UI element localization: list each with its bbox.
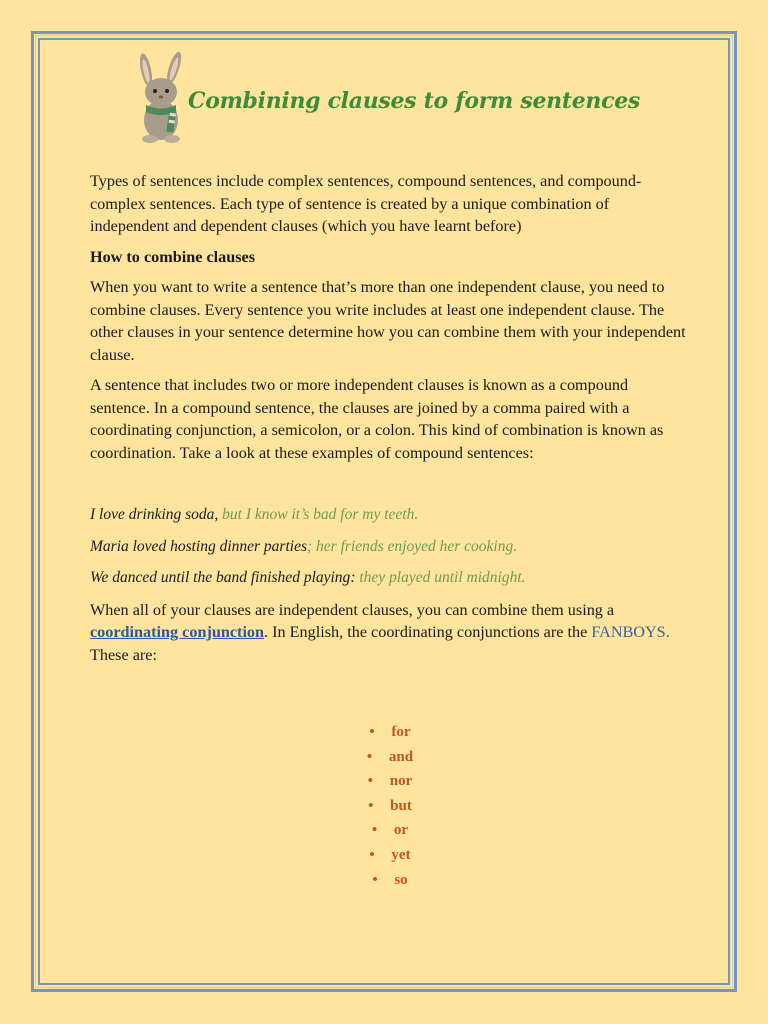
example-sentence [90,567,690,590]
conjunction-label: or [393,822,409,839]
paragraph-combine-clauses: When you want to write a sentence that’s more than one independent clause, you need to combine clauses. Every sentence you write includes at least one independent clause. The other clauses in your sentence determine how you can combine them with your independent clause. [90,278,686,364]
list-item [90,794,690,819]
example-clause-1: Maria loved hosting dinner parties [90,537,307,555]
paragraph-text: . In English, the coordinating conjunctions are the [264,623,588,641]
list-item [90,818,690,843]
bullet-icon: • [368,797,374,814]
example-clause-2: her friends enjoyed her cooking. [312,537,518,555]
paragraph-fanboys [90,599,690,667]
list-item [90,868,690,893]
example-sentence [90,536,690,559]
conjunction-label: so [394,871,408,888]
bullet-icon: • [367,773,374,790]
conjunction-label: nor [389,773,413,790]
bullet-icon: • [372,871,378,888]
conjunction-label: and [388,748,414,765]
conjunctions-list [90,720,690,892]
paragraph-text: When all of your clauses are independent clauses, you can combine them using a [90,600,615,619]
examples-list [90,504,690,590]
list-item [90,720,690,745]
example-sentence [90,504,690,527]
example-clause-1: We danced until the band finished playing [90,569,351,586]
example-separator: : [350,569,356,586]
example-clause-2: but I know it’s bad for my teeth. [218,506,419,523]
intro-paragraph: Types of sentences include complex sentences, compound sentences, and compound-complex sentences. Each type of sentence is created by a unique combination of independent and dependent clauses (which you have learnt before) [90,172,642,235]
list-item [90,843,690,868]
bullet-icon: • [366,748,373,765]
example-separator: , [214,506,219,523]
example-separator: ; [307,537,313,555]
bullet-icon: • [371,822,378,839]
content [90,170,690,888]
example-clause-1: I love drinking soda [90,506,215,523]
bullet-icon: • [369,724,375,740]
paragraph-compound-sentences: A sentence that includes two or more independent clauses is known as a compound sentence. In a compound sentence, the clauses are joined by a comma paired with a coordinating conjunction, a semicolon, or a colon. This kind of combination is known as coordination. Take a look at these examples of compound sentences: [90,376,664,462]
conjunction-label: yet [391,846,411,863]
example-clause-2: they played until midnight. [355,569,526,586]
list-item [90,769,690,794]
conjunction-label: for [391,724,411,740]
bunny-with-scarf-icon [126,50,196,145]
paragraph-text: These are: [90,645,157,664]
page-title: Combining clauses to form sentences [188,88,640,114]
conjunction-label: but [390,797,412,814]
list-item [90,745,690,770]
bullet-icon: • [369,846,375,863]
section-heading: How to combine clauses [90,247,256,266]
fanboys-term: FANBOYS. [591,623,670,641]
coordinating-conjunction-link[interactable]: coordinating conjunction [90,623,265,641]
